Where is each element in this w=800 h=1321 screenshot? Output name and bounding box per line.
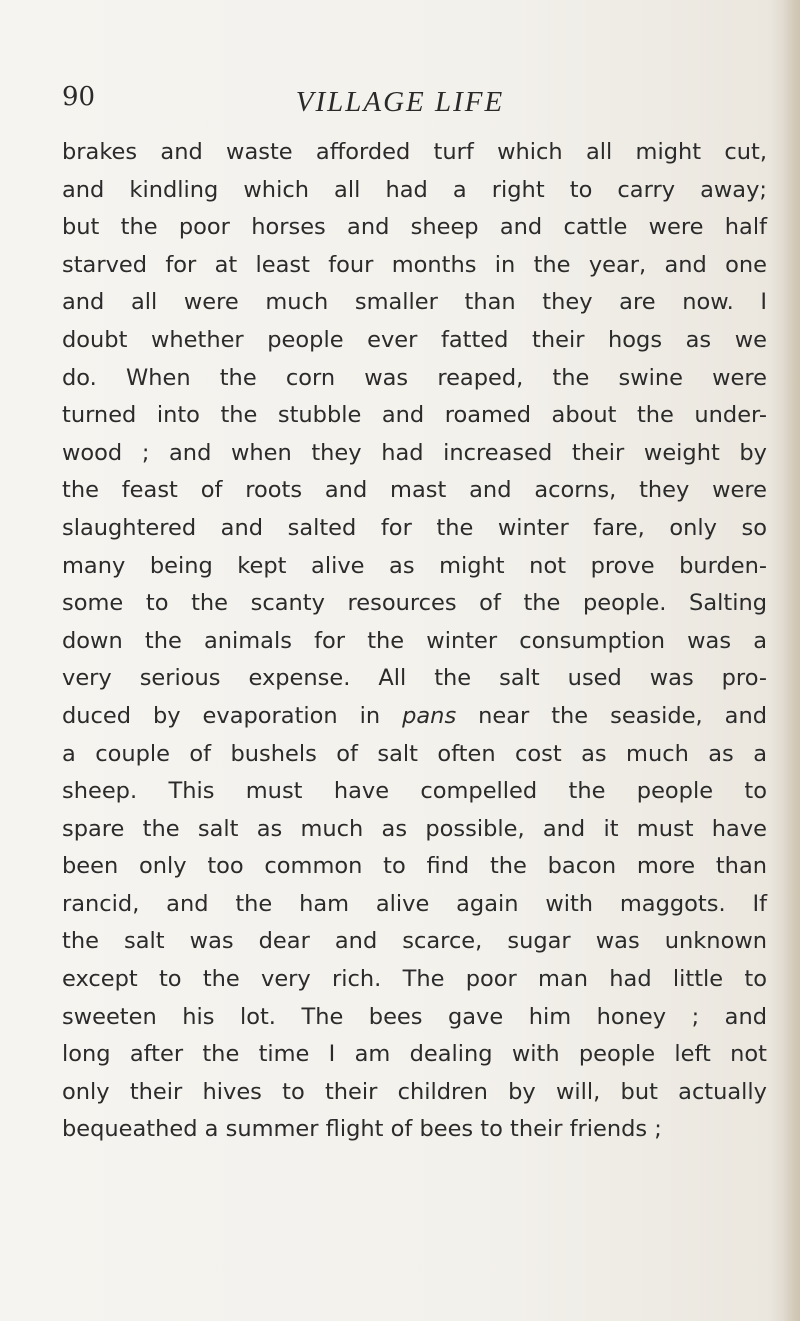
page-number: 90	[62, 82, 96, 112]
text-segment: near the seaside, and	[456, 702, 767, 729]
text-line: sweeten his lot. The bees gave him honey ; and	[62, 1003, 767, 1030]
text-line: wood ; and when they had increased their weight by	[62, 439, 767, 466]
text-line: a couple of bushels of salt often cost as much as a	[62, 740, 767, 767]
text-line: do. When the corn was reaped, the swine were	[62, 364, 767, 391]
text-line: brakes and waste afforded turf which all might cut,	[62, 139, 767, 165]
text-line: the feast of roots and mast and acorns, they were	[62, 477, 767, 504]
text-line: slaughtered and salted for the winter fare, only so	[62, 514, 767, 541]
text-line: and kindling which all had a right to carry away;	[62, 176, 767, 203]
text-line: been only too common to find the bacon more than	[62, 853, 767, 880]
text-line: doubt whether people ever fatted their hogs as we	[62, 326, 767, 353]
text-line: long after the time I am dealing with people left not	[62, 1041, 767, 1068]
text-line: some to the scanty resources of the people. Salting	[62, 590, 767, 617]
body-text	[62, 134, 767, 1149]
text-segment: duced by evaporation in	[62, 702, 403, 729]
text-line: down the animals for the winter consumption was a	[62, 627, 767, 654]
text-line-with-italic	[62, 698, 767, 736]
running-head: VILLAGE LIFE	[295, 86, 505, 118]
text-line: but the poor horses and sheep and cattle were half	[62, 214, 767, 241]
text-line: spare the salt as much as possible, and it must have	[62, 815, 767, 842]
text-line: except to the very rich. The poor man had little to	[62, 966, 767, 993]
text-line: only their hives to their children by will, but actually	[62, 1078, 767, 1105]
text-line: sheep. This must have compelled the people to	[62, 778, 767, 805]
text-line: rancid, and the ham alive again with maggots. If	[62, 890, 767, 917]
page-edge-shadow	[782, 0, 800, 1321]
text-line: bequeathed a summer flight of bees to their friends ;	[62, 1116, 662, 1143]
text-line: very serious expense. All the salt used was pro-	[62, 665, 767, 692]
text-line: and all were much smaller than they are now. I	[62, 289, 767, 316]
text-line: starved for at least four months in the year, and one	[62, 251, 767, 278]
text-line: many being kept alive as might not prove burden-	[62, 552, 767, 579]
text-line: turned into the stubble and roamed about the under-	[62, 402, 767, 429]
italic-word: pans	[402, 702, 457, 729]
text-line: the salt was dear and scarce, sugar was unknown	[62, 928, 767, 955]
